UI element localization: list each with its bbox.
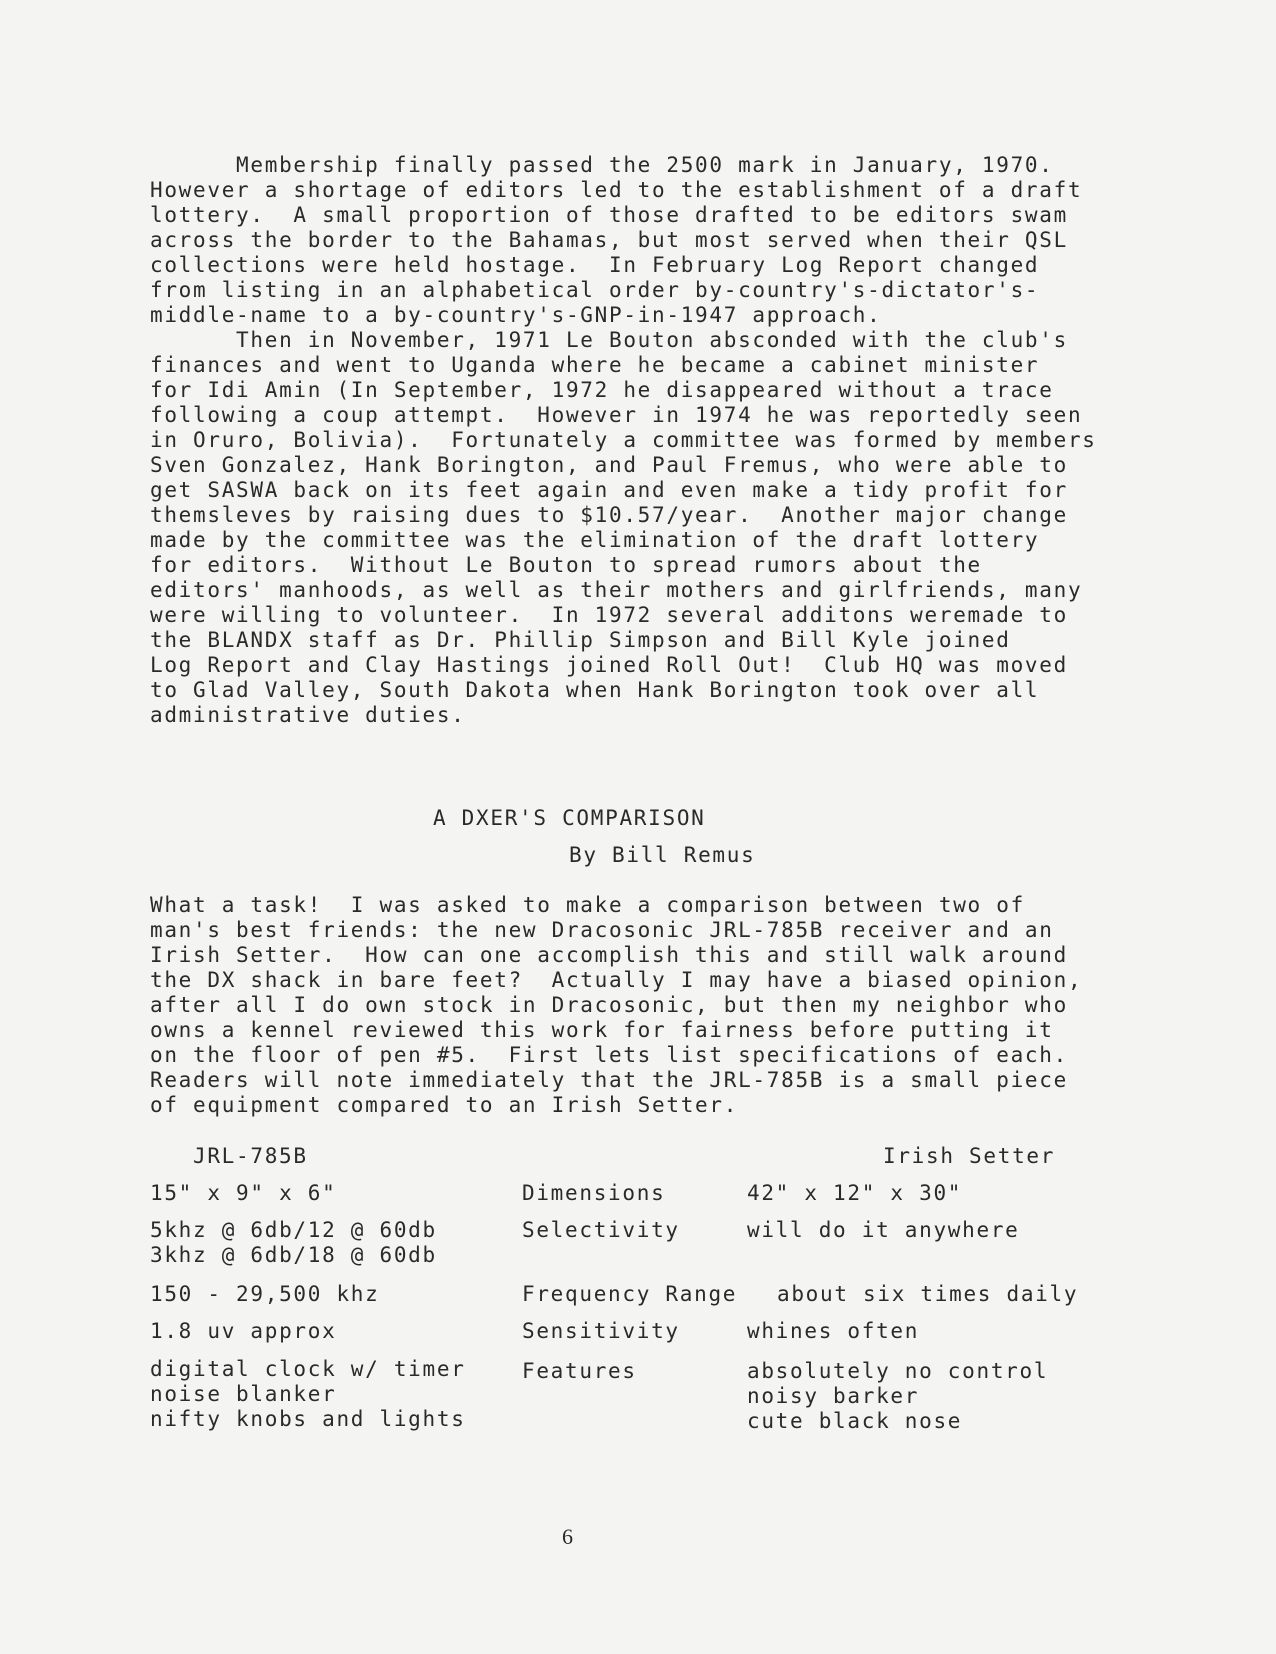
article-byline: By Bill Remus <box>569 843 756 867</box>
receiver-dimensions: 15" x 9" x 6" <box>150 1181 337 1205</box>
text-line: finances and went to Uganda where he became a cabinet minister <box>150 353 1040 377</box>
text-line: Irish Setter. How can one accomplish this and still walk around <box>150 943 1068 967</box>
spec-frequency-range: Frequency Range <box>522 1282 738 1306</box>
text-line: Membership finally passed the 2500 mark in January, 1970. <box>150 153 1054 177</box>
history-text <box>150 153 1097 728</box>
setter-features: absolutely no control noisy barker cute black nose <box>747 1359 1049 1433</box>
text-line: Readers will note immediately that the JRL-785B is a small piece <box>150 1068 1068 1092</box>
text-line: Then in November, 1971 Le Bouton absconded with the club's <box>150 328 1068 352</box>
text-line: Sven Gonzalez, Hank Borington, and Paul Fremus, who were able to <box>150 453 1068 477</box>
text-line: of equipment compared to an Irish Setter. <box>150 1093 739 1117</box>
text-line: Log Report and Clay Hastings joined Roll Out! Club HQ was moved <box>150 653 1068 677</box>
text-line: lottery. A small proportion of those drafted to be editors swam <box>150 203 1068 227</box>
receiver-features: digital clock w/ timer noise blanker nifty knobs and lights <box>150 1357 466 1431</box>
text-line: for Idi Amin (In September, 1972 he disappeared without a trace <box>150 378 1054 402</box>
setter-frequency-range: about six times daily <box>777 1282 1079 1306</box>
text-line: middle-name to a by-country's-GNP-in-1947 approach. <box>150 303 882 327</box>
spec-sensitivity: Sensitivity <box>522 1319 680 1343</box>
page-number: 6 <box>562 1524 573 1549</box>
text-line: editors' manhoods, as well as their mothers and girlfriends, many <box>150 578 1083 602</box>
receiver-selectivity: 5khz @ 6db/12 @ 60db 3khz @ 6db/18 @ 60db <box>150 1218 437 1267</box>
spec-dimensions: Dimensions <box>522 1181 666 1205</box>
text-line: get SASWA back on its feet again and even make a tidy profit for <box>150 478 1068 502</box>
text-line: administrative duties. <box>150 703 466 727</box>
text-line: for editors. Without Le Bouton to spread rumors about the <box>150 553 982 577</box>
column-header-receiver: JRL-785B <box>193 1144 308 1168</box>
spec-selectivity: Selectivity <box>522 1218 680 1242</box>
text-line: across the border to the Bahamas, but most served when their QSL <box>150 228 1068 252</box>
text-line: to Glad Valley, South Dakota when Hank Borington took over all <box>150 678 1040 702</box>
text-line: collections were held hostage. In February Log Report changed <box>150 253 1040 277</box>
spec-features: Features <box>522 1359 637 1383</box>
text-line: the BLANDX staff as Dr. Phillip Simpson and Bill Kyle joined <box>150 628 1011 652</box>
text-line: the DX shack in bare feet? Actually I may have a biased opinion, <box>150 968 1083 992</box>
text-line: from listing in an alphabetical order by-country's-dictator's- <box>150 278 1040 302</box>
text-line: owns a kennel reviewed this work for fairness before putting it <box>150 1018 1054 1042</box>
text-line: following a coup attempt. However in 1974 he was reportedly seen <box>150 403 1083 427</box>
article-text <box>150 893 1082 1118</box>
receiver-sensitivity: 1.8 uv approx <box>150 1319 337 1343</box>
article-title: A DXER'S COMPARISON <box>433 806 706 830</box>
text-line: However a shortage of editors led to the establishment of a draft <box>150 178 1083 202</box>
setter-dimensions: 42" x 12" x 30" <box>747 1181 963 1205</box>
setter-selectivity: will do it anywhere <box>747 1218 1020 1242</box>
text-line: on the floor of pen #5. First lets list specifications of each. <box>150 1043 1068 1067</box>
receiver-frequency-range: 150 - 29,500 khz <box>150 1282 380 1306</box>
text-line: were willing to volunteer. In 1972 several additons weremade to <box>150 603 1068 627</box>
text-line: themsleves by raising dues to $10.57/year. Another major change <box>150 503 1068 527</box>
setter-sensitivity: whines often <box>747 1319 920 1343</box>
text-line: made by the committee was the elimination of the draft lottery <box>150 528 1040 552</box>
text-line: in Oruro, Bolivia). Fortunately a committee was formed by members <box>150 428 1097 452</box>
column-header-setter: Irish Setter <box>883 1144 1056 1168</box>
text-line: What a task! I was asked to make a comparison between two of <box>150 893 1025 917</box>
text-line: after all I do own stock in Dracosonic, but then my neighbor who <box>150 993 1068 1017</box>
text-line: man's best friends: the new Dracosonic JRL-785B receiver and an <box>150 918 1054 942</box>
